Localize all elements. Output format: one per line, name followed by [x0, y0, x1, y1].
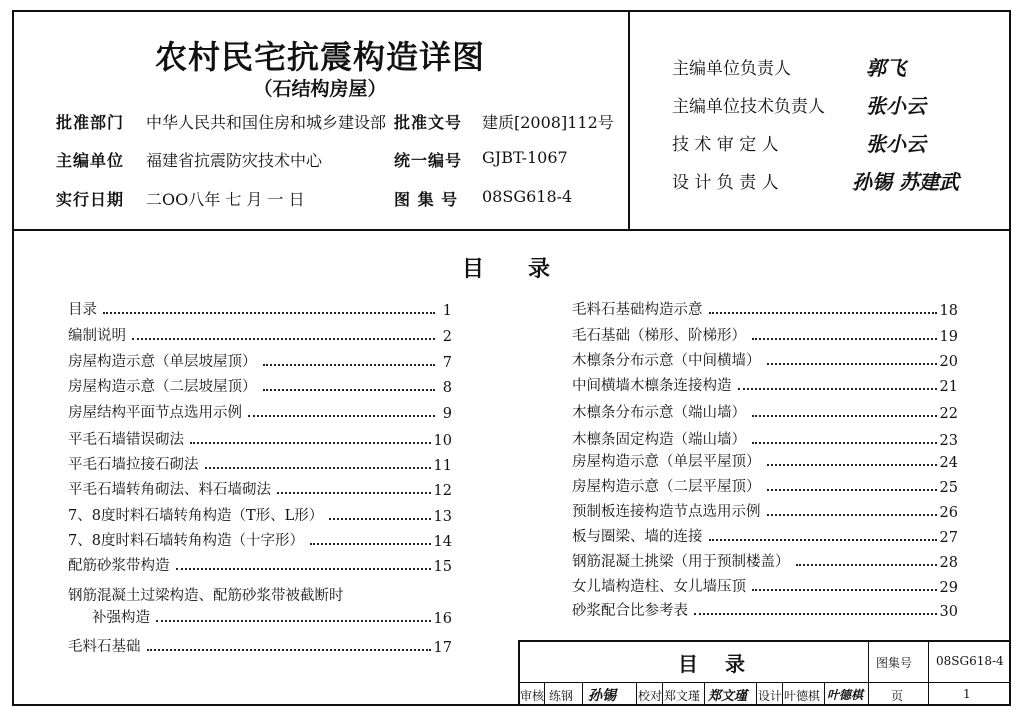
toc-entry-text: 毛料石基础: [68, 639, 141, 655]
review-label: 审核: [520, 689, 545, 703]
toc-dot-leader: [709, 539, 937, 541]
toc-entry-page: 15: [433, 559, 452, 575]
toc-entry[interactable]: [572, 350, 958, 370]
title-block-divider: [868, 640, 869, 706]
atlas-subtitle: （石结构房屋）: [253, 78, 387, 100]
toc-dot-leader: [767, 363, 937, 365]
toc-entry[interactable]: [572, 451, 958, 471]
toc-entry-text: 预制板连接构造节点选用示例: [572, 504, 761, 520]
toc-entry[interactable]: [68, 402, 452, 422]
toc-entry-page: 11: [433, 458, 452, 474]
toc-entry-page: 8: [442, 380, 452, 396]
review-name: 练钢: [549, 689, 574, 703]
atlas-no-label: 图集号: [876, 656, 913, 670]
header-vertical-divider: [628, 10, 630, 229]
toc-entry[interactable]: [68, 351, 452, 371]
toc-entry-text: 钢筋混凝土挑梁（用于预制楼盖）: [572, 554, 790, 570]
chief-unit-responsible-label: 主编单位负责人: [672, 59, 791, 79]
toc-dot-leader: [147, 649, 431, 651]
toc-dot-leader: [767, 514, 937, 516]
toc-dot-leader: [263, 364, 436, 366]
design-responsible-label: 设 计 负 责 人: [672, 173, 779, 193]
toc-entry[interactable]: [572, 402, 958, 422]
toc-entry-text: 房屋构造示意（二层坡屋顶）: [68, 379, 257, 395]
toc-dot-leader: [767, 464, 937, 466]
unified-no-value: GJBT-1067: [482, 148, 568, 167]
design-label: 设计: [758, 689, 783, 703]
toc-entry-text: 平毛石墙转角砌法、料石墙砌法: [68, 482, 271, 498]
toc-entry[interactable]: [572, 576, 958, 596]
toc-entry-text: 7、8度时料石墙转角构造（T形、L形）: [68, 508, 324, 524]
editor-unit-value: 福建省抗震防灾技术中心: [146, 151, 323, 170]
toc-entry[interactable]: [572, 476, 958, 496]
title-block-divider: [582, 682, 583, 706]
signature: 张小云: [866, 132, 926, 156]
toc-entry[interactable]: [572, 501, 958, 521]
toc-dot-leader: [205, 467, 431, 469]
toc-dot-leader: [738, 388, 937, 390]
toc-entry-page: 28: [939, 555, 958, 571]
title-block-divider: [782, 682, 783, 706]
toc-entry-page: 26: [939, 505, 958, 521]
toc-dot-leader: [694, 613, 937, 615]
signature: 郑文瑾: [708, 689, 748, 704]
toc-entry-text: 编制说明: [68, 328, 126, 344]
toc-entry[interactable]: [68, 505, 452, 525]
toc-entry-text: 房屋构造示意（单层平屋顶）: [572, 454, 761, 470]
toc-entry-text: 房屋构造示意（二层平屋顶）: [572, 479, 761, 495]
atlas-title: 农村民宅抗震构造详图: [154, 38, 485, 76]
unified-no-label: 统一编号: [394, 151, 463, 170]
toc-dot-leader: [132, 338, 435, 340]
atlas-no-label: 图 集 号: [394, 190, 459, 209]
toc-dot-leader: [796, 564, 937, 566]
toc-entry[interactable]: [68, 530, 452, 550]
toc-entry-text: 木檩条分布示意（端山墙）: [572, 405, 746, 421]
toc-entry-page: 29: [939, 580, 958, 596]
approval-dept-value: 中华人民共和国住房和城乡建设部: [146, 113, 387, 132]
signature: 张小云: [866, 94, 926, 118]
approval-dept-label: 批准部门: [56, 113, 125, 132]
toc-entry[interactable]: [68, 555, 452, 575]
toc-entry-page: 9: [442, 406, 452, 422]
toc-entry-page: 27: [939, 530, 958, 546]
chief-tech-responsible-label: 主编单位技术负责人: [672, 97, 825, 117]
toc-entry-page: 14: [433, 534, 452, 550]
toc-entry[interactable]: [572, 526, 958, 546]
toc-entry-page: 30: [939, 604, 958, 620]
toc-entry-text[interactable]: 钢筋混凝土过梁构造、配筋砂浆带被截断时: [68, 588, 344, 604]
toc-dot-leader: [156, 620, 431, 622]
toc-dot-leader: [310, 543, 431, 545]
toc-entry[interactable]: [68, 325, 452, 345]
chief-unit-responsible-row: [672, 54, 832, 79]
toc-entry-page: 12: [433, 483, 452, 499]
header-divider: [12, 229, 1011, 231]
title-block-divider: [662, 682, 663, 706]
approval-no-label: 批准文号: [394, 113, 463, 132]
toc-dot-leader: [263, 389, 436, 391]
toc-entry[interactable]: [68, 636, 452, 656]
title-block-divider: [544, 682, 545, 706]
toc-entry-page: 23: [939, 433, 958, 449]
toc-entry[interactable]: [68, 479, 452, 499]
page-number: 1: [963, 687, 971, 701]
title-block-divider: [518, 682, 1011, 683]
toc-entry-page: 19: [939, 329, 958, 345]
toc-entry-page: 22: [939, 406, 958, 422]
toc-title: 目录: [462, 256, 595, 282]
toc-dot-leader: [176, 568, 431, 570]
toc-entry-text: 毛石基础（梯形、阶梯形）: [572, 328, 746, 344]
signature: 郭飞: [866, 56, 906, 80]
toc-dot-leader: [103, 312, 435, 314]
toc-entry[interactable]: [68, 376, 452, 396]
toc-entry[interactable]: [572, 551, 958, 571]
toc-entry[interactable]: [572, 429, 958, 449]
toc-dot-leader: [190, 442, 431, 444]
toc-dot-leader: [752, 442, 937, 444]
toc-entry-text-cont: 补强构造: [92, 610, 150, 626]
toc-entry[interactable]: [572, 375, 958, 395]
toc-entry-page: 13: [433, 509, 452, 525]
signature: 孙锡: [588, 688, 616, 704]
chief-tech-responsible-row: [672, 92, 832, 117]
check-name: 郑文瑾: [664, 689, 701, 703]
effective-date-label: 实行日期: [56, 190, 125, 209]
sheet-title: 目 录: [678, 652, 755, 676]
toc-entry-text: 木檩条固定构造（端山墙）: [572, 432, 746, 448]
toc-entry-text: 目录: [68, 302, 97, 318]
toc-entry-page: 17: [433, 640, 452, 656]
toc-entry-text: 毛料石基础构造示意: [572, 302, 703, 318]
check-label: 校对: [638, 689, 663, 703]
toc-entry-text: 平毛石墙拉接石砌法: [68, 457, 199, 473]
title-block-divider: [928, 640, 929, 706]
toc-entry-text: 房屋构造示意（单层坡屋顶）: [68, 354, 257, 370]
toc-entry-text: 平毛石墙错误砌法: [68, 432, 184, 448]
toc-entry-page: 7: [442, 355, 452, 371]
title-block-divider: [636, 682, 637, 706]
toc-entry-page: 24: [939, 455, 958, 471]
editor-unit-label: 主编单位: [56, 151, 125, 170]
toc-entry[interactable]: [572, 325, 958, 345]
toc-entry-page: 16: [433, 611, 452, 627]
effective-date-value: 二OO八年 七 月 一 日: [146, 190, 305, 209]
signature: 叶德棋: [827, 688, 864, 702]
toc-entry-page: 25: [939, 480, 958, 496]
design-responsible-row: [672, 168, 832, 193]
toc-dot-leader: [752, 415, 937, 417]
atlas-no-value: 08SG618-4: [936, 654, 1004, 668]
toc-entry-page: 21: [939, 379, 958, 395]
title-block-divider: [756, 682, 757, 706]
title-block-divider: [704, 682, 705, 706]
tech-reviewer-label: 技 术 审 定 人: [672, 135, 779, 155]
toc-entry[interactable]: [68, 454, 452, 474]
toc-entry-text: 中间横墙木檩条连接构造: [572, 378, 732, 394]
toc-entry-page: 1: [442, 303, 452, 319]
toc-entry-text: 板与圈梁、墙的连接: [572, 529, 703, 545]
toc-entry-text: 女儿墙构造柱、女儿墙压顶: [572, 579, 746, 595]
toc-dot-leader: [709, 312, 937, 314]
toc-entry[interactable]: [68, 429, 452, 449]
toc-entry-text: 砂浆配合比参考表: [572, 603, 688, 619]
toc-entry-text: 配筋砂浆带构造: [68, 558, 170, 574]
toc-entry[interactable]: [92, 607, 452, 627]
signature: 孙锡 苏建武: [852, 170, 959, 194]
toc-entry[interactable]: [572, 299, 958, 319]
approval-no-value: 建质[2008]112号: [482, 113, 614, 132]
toc-entry-page: 20: [939, 354, 958, 370]
atlas-no-value: 08SG618-4: [482, 187, 573, 206]
toc-entry-text: 木檩条分布示意（中间横墙）: [572, 353, 761, 369]
title-block-divider: [824, 682, 825, 706]
toc-entry-text: 7、8度时料石墙转角构造（十字形）: [68, 533, 304, 549]
toc-dot-leader: [248, 415, 435, 417]
toc-entry-page: 10: [433, 433, 452, 449]
toc-entry[interactable]: [572, 600, 958, 620]
toc-entry-page: 18: [939, 303, 958, 319]
toc-dot-leader: [752, 338, 937, 340]
tech-reviewer-row: [672, 130, 832, 155]
toc-dot-leader: [329, 518, 430, 520]
toc-dot-leader: [752, 589, 937, 591]
page-label: 页: [891, 689, 904, 703]
toc-entry-text: 房屋结构平面节点选用示例: [68, 405, 242, 421]
toc-dot-leader: [767, 489, 937, 491]
design-name: 叶德棋: [784, 689, 821, 703]
toc-entry-page: 2: [442, 329, 452, 345]
toc-entry[interactable]: [68, 299, 452, 319]
toc-dot-leader: [277, 492, 431, 494]
